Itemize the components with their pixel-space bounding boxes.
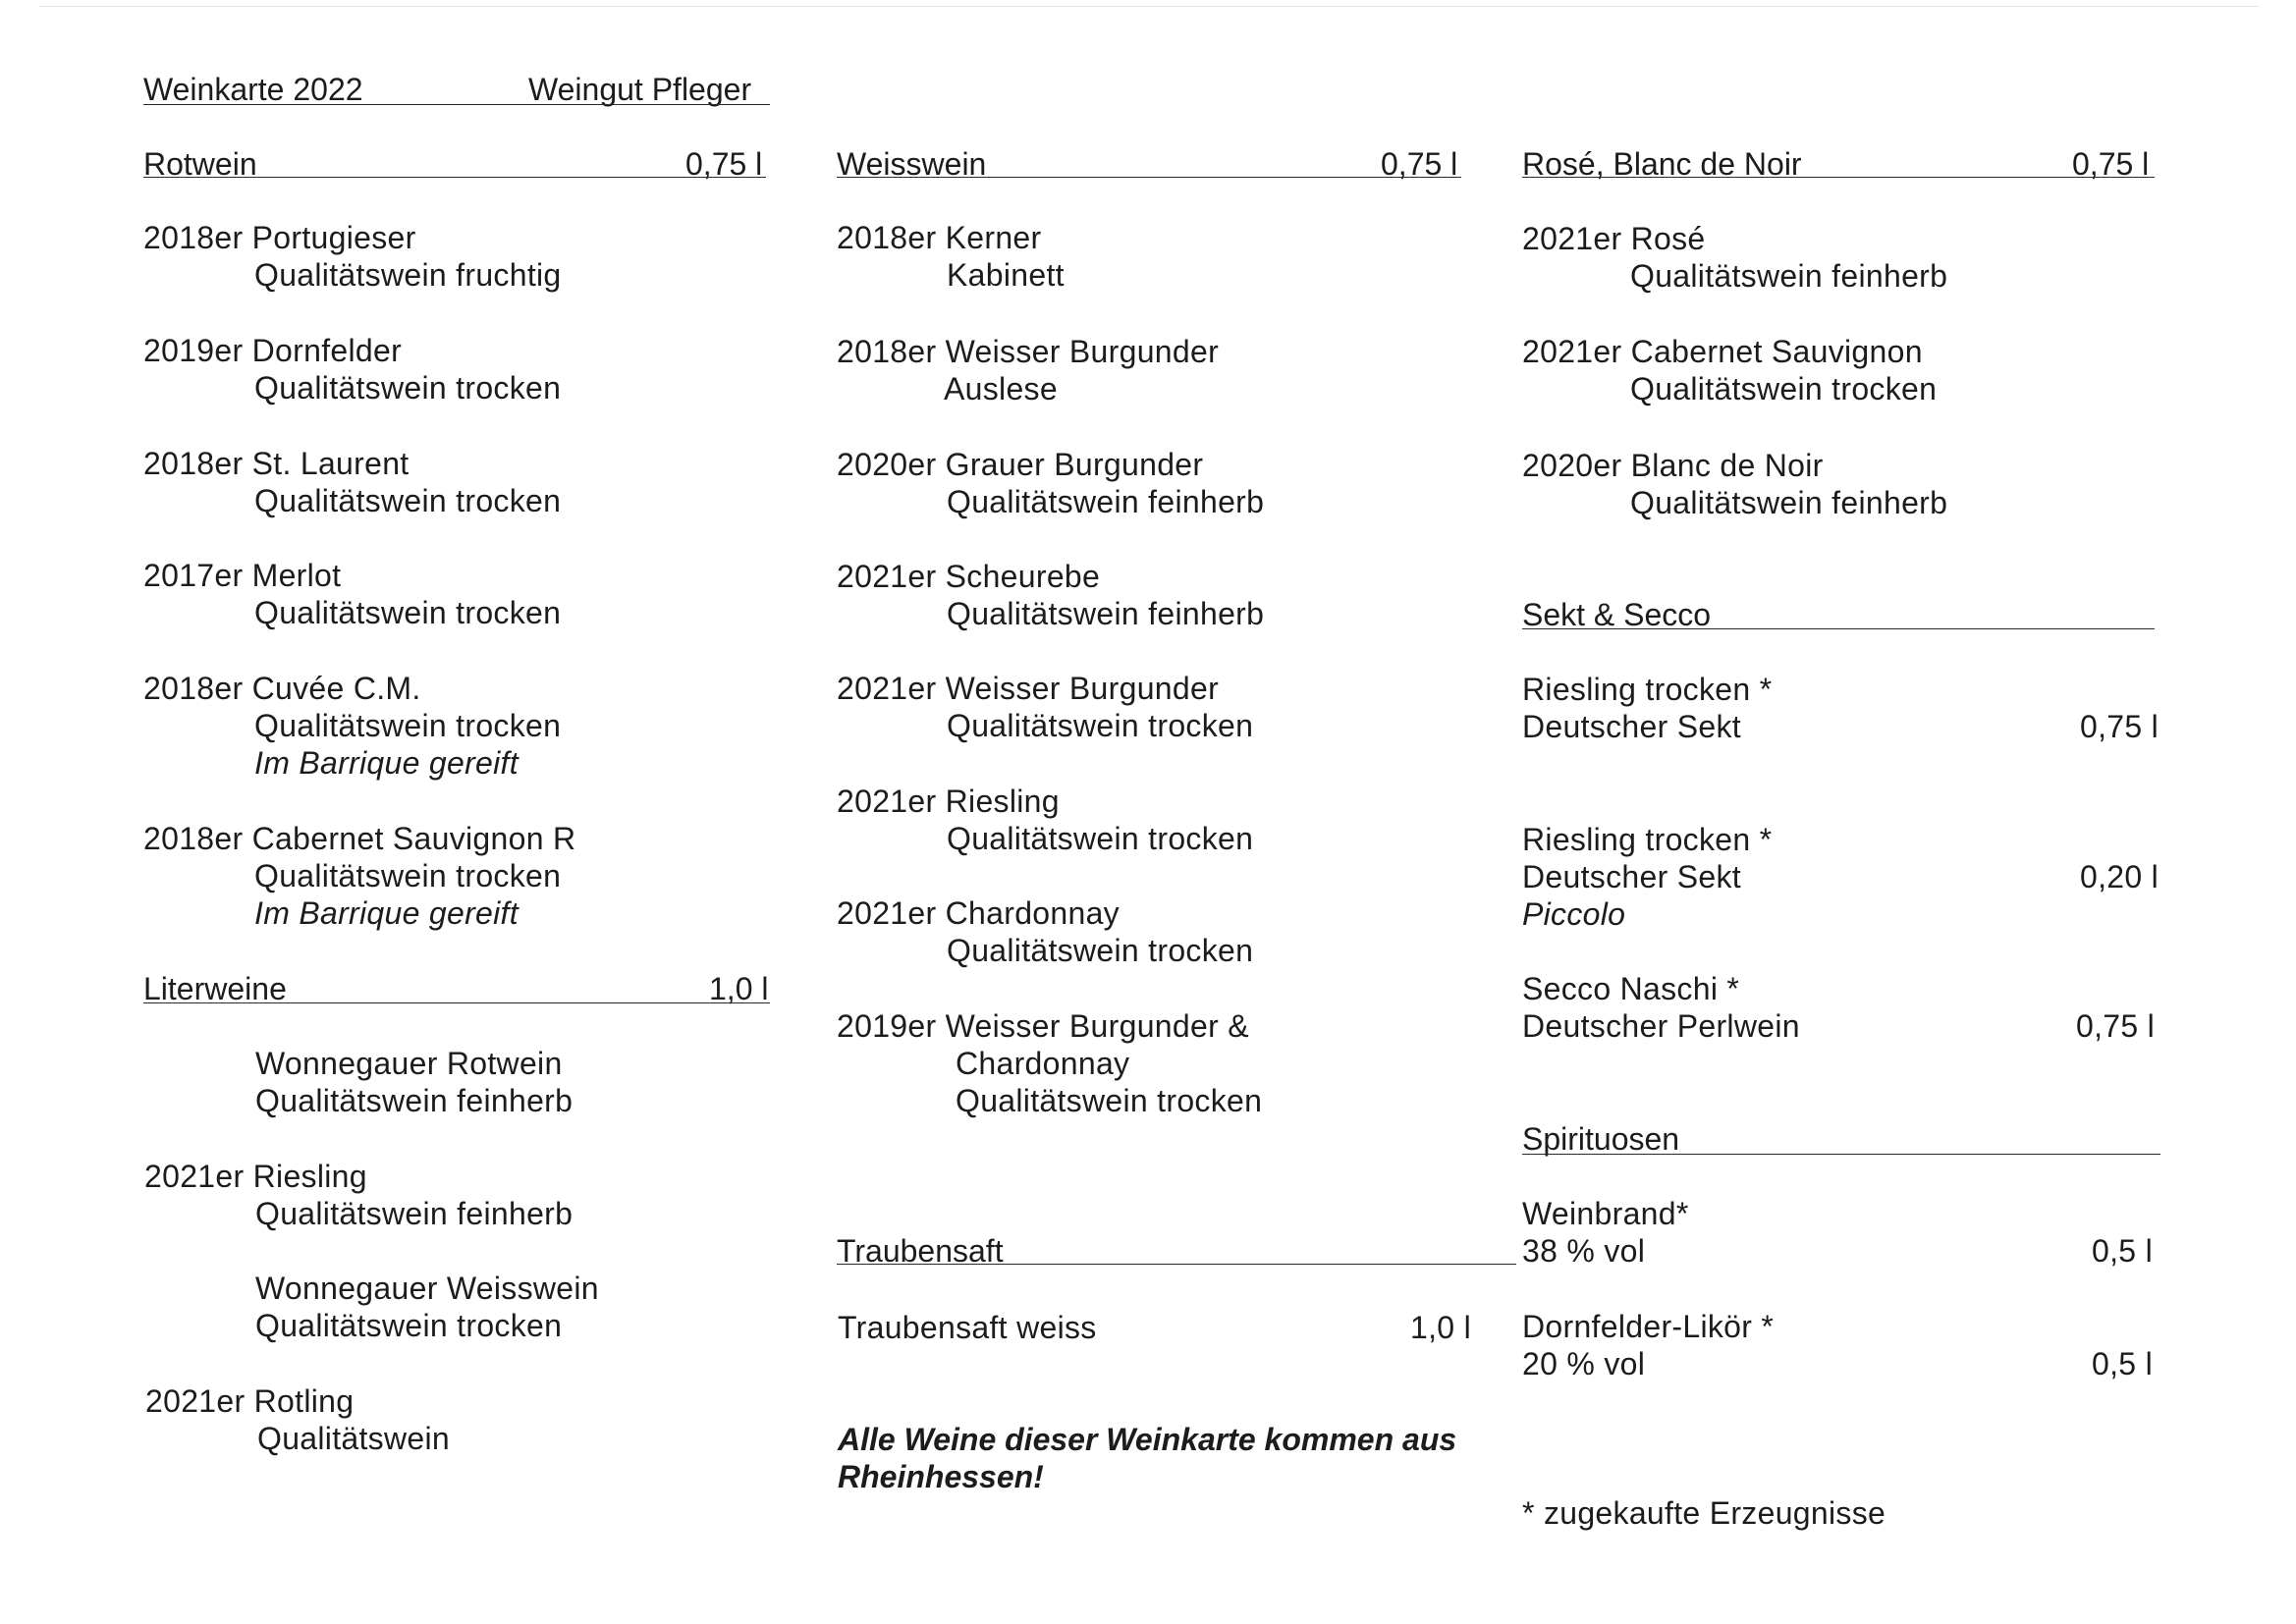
section-heading-traubensaft: Traubensaft xyxy=(837,1233,1004,1269)
wine-name: 2021er Riesling xyxy=(144,1159,367,1194)
wine-detail: Qualitätswein trocken xyxy=(1630,371,1938,406)
wine-detail: Qualitätswein trocken xyxy=(254,708,562,743)
section-rule-weisswein xyxy=(837,177,1461,178)
title-underline xyxy=(143,104,770,105)
wine-note: Im Barrique gereift xyxy=(254,895,519,931)
wine-detail: Chardonnay xyxy=(956,1046,1130,1081)
wine-name: 2021er Chardonnay xyxy=(837,895,1120,931)
wine-detail: Qualitätswein fruchtig xyxy=(254,257,562,293)
wine-name: 2021er Riesling xyxy=(837,784,1060,819)
section-rule-rotwein xyxy=(143,177,766,178)
sekt-note: Piccolo xyxy=(1522,896,1626,932)
origin-note-line1: Alle Weine dieser Weinkarte kommen aus xyxy=(838,1422,1457,1457)
section-rule-traubensaft xyxy=(837,1264,1516,1265)
wine-detail: Qualitätswein trocken xyxy=(947,708,1254,743)
wine-detail: Qualitätswein feinherb xyxy=(1630,258,1948,294)
wine-detail: Qualitätswein trocken xyxy=(254,483,562,518)
wine-name: 2018er Cuvée C.M. xyxy=(143,671,421,706)
wine-name: 2018er Weisser Burgunder xyxy=(837,334,1220,369)
wine-name: 2018er Cabernet Sauvignon R xyxy=(143,821,576,856)
section-volume-rotwein: 0,75 l xyxy=(685,146,763,182)
wine-name: 2018er St. Laurent xyxy=(143,446,410,481)
section-rule-rose xyxy=(1522,177,2155,178)
wine-name: 2021er Scheurebe xyxy=(837,559,1101,594)
wine-detail: Qualitätswein trocken xyxy=(956,1083,1263,1118)
sekt-volume: 0,75 l xyxy=(2076,1008,2156,1044)
section-heading-literweine: Literweine xyxy=(143,971,287,1006)
wine-detail: Qualitätswein xyxy=(257,1421,450,1456)
section-volume-weisswein: 0,75 l xyxy=(1381,146,1458,182)
sekt-name: Riesling trocken * xyxy=(1522,672,1773,707)
wine-detail: Qualitätswein trocken xyxy=(254,595,562,630)
wine-name: 2017er Merlot xyxy=(143,558,342,593)
sekt-detail: Deutscher Sekt xyxy=(1522,859,1741,894)
juice-name: Traubensaft weiss xyxy=(838,1310,1097,1345)
spirit-name: Weinbrand* xyxy=(1522,1196,1689,1231)
spirit-volume: 0,5 l xyxy=(2092,1233,2153,1269)
sekt-volume: 0,75 l xyxy=(2080,709,2159,744)
section-rule-literweine xyxy=(143,1002,770,1003)
wine-name: 2021er Rosé xyxy=(1522,221,1706,256)
wine-detail: Qualitätswein feinherb xyxy=(255,1083,574,1118)
section-heading-weisswein: Weisswein xyxy=(837,146,987,182)
wine-detail: Qualitätswein feinherb xyxy=(947,596,1265,631)
wine-name: 2020er Blanc de Noir xyxy=(1522,448,1824,483)
wine-name: 2018er Kerner xyxy=(837,220,1042,255)
wine-detail: Qualitätswein trocken xyxy=(947,933,1254,968)
wine-detail: Qualitätswein trocken xyxy=(255,1308,563,1343)
section-heading-rotwein: Rotwein xyxy=(143,146,257,182)
wine-detail: Qualitätswein trocken xyxy=(254,370,562,406)
page-title: Weinkarte 2022 xyxy=(143,72,363,107)
origin-note-line2: Rheinhessen! xyxy=(838,1459,1044,1494)
wine-name: 2021er Rotling xyxy=(145,1383,355,1419)
winery-name: Weingut Pfleger xyxy=(528,72,752,107)
sekt-name: Riesling trocken * xyxy=(1522,822,1773,857)
wine-detail: Qualitätswein trocken xyxy=(254,858,562,893)
wine-name: 2020er Grauer Burgunder xyxy=(837,447,1204,482)
wine-name: 2019er Dornfelder xyxy=(143,333,403,368)
sekt-volume: 0,20 l xyxy=(2080,859,2159,894)
purchased-products-note: * zugekaufte Erzeugnisse xyxy=(1522,1495,1886,1531)
wine-name: 2019er Weisser Burgunder & xyxy=(837,1008,1249,1044)
section-rule-sekt xyxy=(1522,628,2155,629)
scan-edge-line xyxy=(39,6,2259,7)
spirit-detail: 38 % vol xyxy=(1522,1233,1646,1269)
wine-name: 2021er Weisser Burgunder xyxy=(837,671,1220,706)
section-heading-sekt: Sekt & Secco xyxy=(1522,597,1712,632)
wine-detail: Qualitätswein feinherb xyxy=(255,1196,574,1231)
juice-volume: 1,0 l xyxy=(1410,1310,1471,1345)
sekt-name: Secco Naschi * xyxy=(1522,971,1740,1006)
wine-name: 2021er Cabernet Sauvignon xyxy=(1522,334,1923,369)
section-volume-literweine: 1,0 l xyxy=(709,971,769,1006)
sekt-detail: Deutscher Sekt xyxy=(1522,709,1741,744)
spirit-detail: 20 % vol xyxy=(1522,1346,1646,1381)
spirit-name: Dornfelder-Likör * xyxy=(1522,1309,1775,1344)
wine-detail: Qualitätswein feinherb xyxy=(1630,485,1948,520)
wine-detail: Qualitätswein trocken xyxy=(947,821,1254,856)
wine-detail: Kabinett xyxy=(947,257,1065,293)
wine-detail: Wonnegauer Weisswein xyxy=(255,1271,599,1306)
section-heading-rose: Rosé, Blanc de Noir xyxy=(1522,146,1802,182)
section-heading-spirituosen: Spirituosen xyxy=(1522,1121,1680,1157)
wine-detail: Auslese xyxy=(944,371,1058,406)
wine-name: 2018er Portugieser xyxy=(143,220,416,255)
sekt-detail: Deutscher Perlwein xyxy=(1522,1008,1800,1044)
spirit-volume: 0,5 l xyxy=(2092,1346,2153,1381)
section-rule-spirituosen xyxy=(1522,1154,2160,1155)
section-volume-rose: 0,75 l xyxy=(2072,146,2150,182)
wine-detail: Qualitätswein feinherb xyxy=(947,484,1265,519)
wine-detail: Wonnegauer Rotwein xyxy=(255,1046,563,1081)
wine-note: Im Barrique gereift xyxy=(254,745,519,781)
